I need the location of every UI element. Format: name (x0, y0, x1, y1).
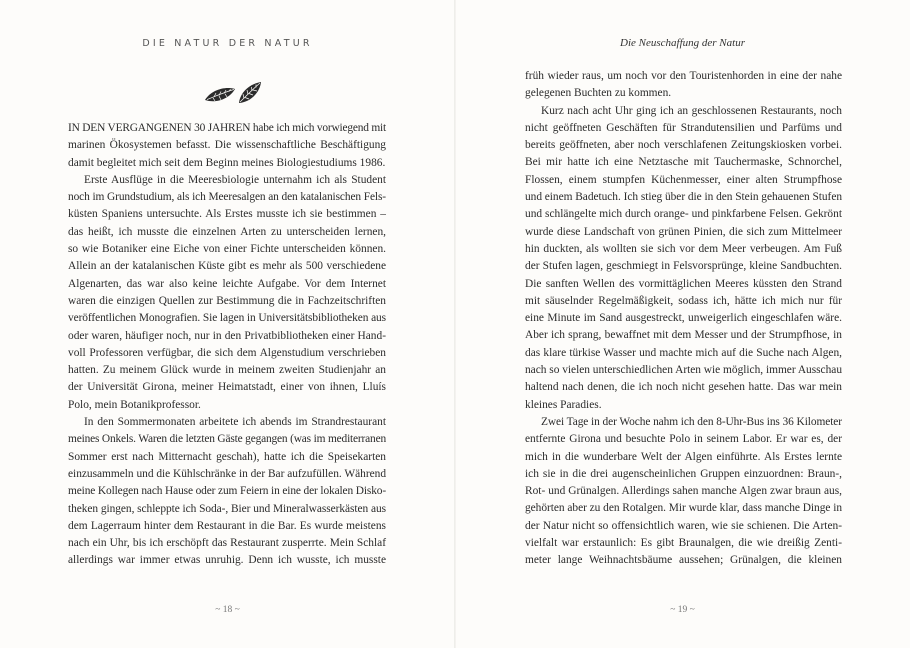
text-line: Bei mir hatte ich eine Netztasche mit Tauchermaske, Schnorchel, (525, 156, 842, 169)
text-line: meter lange Weihnachtsbäume aussehen; Grünalgen, die kleinen (525, 554, 842, 567)
page-number-left: ~ 18 ~ (215, 605, 240, 615)
text-line: gelegenen Buchten zu kommen. (525, 87, 672, 100)
text-line: einzusammeln und die Kühlschränke in der Bar aufzufüllen. Während (68, 467, 386, 480)
text-line: dem Lagerraum hinter dem Restaurant in die Bar. Es wurde meistens (68, 519, 386, 532)
text-line: nicht geöffneten Geschäften für Strandutensilien und Parfüms und (525, 121, 842, 134)
text-line: früh wieder raus, um noch vor den Touristenhorden in eine der nahe (525, 70, 842, 82)
text-line: vielfalt war erstaunlich: Es gibt Braunalgen, die wie dreißig Zenti- (525, 537, 842, 550)
text-line: bereits geöffneten, aber noch verschlafenen Zeitungskiosken vorbei. (525, 139, 842, 152)
text-line: Rot- und Grünalgen. Allerdings sahen manche Algen zwar braun aus, (525, 485, 842, 498)
text-line: Sommer erst nach Mitternacht geschah), hatte ich die Speisekarten (68, 450, 386, 463)
text-line: IN DEN VERGANGENEN 30 JAHREN habe ich mich vorwiegend mit (68, 122, 386, 134)
text-line: damit begleitet mich seit dem Beginn meines Biologiestudiums 1986. (68, 156, 386, 169)
running-head-left: DIE NATUR DER NATUR (142, 38, 313, 49)
text-line: voll Professoren verfügbar, die sich dem Algenstudium verschrieben (68, 346, 386, 359)
page-number-right: ~ 19 ~ (670, 605, 695, 615)
text-line: so wie Botaniker eine Eiche von einer Fichte unterscheiden können. (68, 243, 386, 256)
text-line: eine Minute im Sand ausgestreckt, unweigerlich eingeschlafen wäre. (525, 312, 842, 325)
text-line: Flossen, einem stumpfen Küchenmesser, einer alten Strumpfhose (525, 173, 842, 186)
text-line: marinen Ökosystemen befasst. Die wissenschaftliche Beschäftigung (68, 139, 386, 152)
text-line: und schlängelte mich durch orange- und pinkfarbene Felsen. Gekrönt (525, 208, 842, 221)
text-line: der Stufen lagen, geschmiegt in Felsvorsprünge, kleine Sandbuchten. (525, 260, 842, 273)
text-line: mich in die wunderbare Welt der Algen einführte. Als Erstes lernte (525, 450, 842, 463)
text-line: mit säuselnder Regelmäßigkeit, sodass ich, hätte ich mich nur für (525, 294, 842, 307)
text-line: nach ein Uhr, bis ich erschöpft das Restaurant zusperrte. Mein Schlaf (68, 537, 386, 550)
text-line: küsten Spaniens untersuchte. Als Erstes musste ich sie bestimmen – (68, 208, 386, 221)
text-line: der Natur nicht so offensichtlich waren, wie sie schienen. Die Arten- (525, 519, 842, 532)
text-line: Kurz nach acht Uhr ging ich an geschlossenen Restaurants, noch (541, 104, 842, 117)
text-line: Polo, mein Botanikprofessor. (68, 398, 201, 411)
text-line: oder waren, häufiger noch, nur in den Privatbibliotheken einer Hand- (68, 329, 386, 342)
text-line: meine Kollegen nach Hause oder zum Feiern in eine der lokalen Disko- (68, 485, 386, 498)
text-line: waren die einzigen Quellen zur Bestimmung die in Fachzeitschriften (68, 294, 386, 307)
text-line: allerdings war immer etwas unruhig. Denn ich wusste, ich musste (68, 554, 386, 567)
text-line: veröffentlichen Monografien. Sie lagen in Universitätsbibliotheken aus (68, 312, 386, 325)
text-line: meines Onkels. Waren die letzten Gäste gegangen (was im mediterranen (68, 433, 386, 446)
text-line: der Universität Girona, meiner Heimatstadt, einer von ihnen, Lluís (68, 381, 386, 394)
text-line: kleines Paradies. (525, 398, 602, 411)
text-line: hin duckten, als wollten sie sich vor dem Meer verbeugen. Am Fuß (525, 242, 842, 255)
text-line: das heißt, ich musste die einzelnen Arten zu unterscheiden lernen, (68, 225, 386, 238)
text-line: wurde diese Landschaft von grünen Pinien, die sich zum Mittelmeer (525, 225, 842, 238)
text-line: In den Sommermonaten arbeitete ich abends im Strandrestaurant (84, 416, 386, 429)
text-line: Algenarten, das war also keine leichte Aufgabe. Vor dem Internet (68, 277, 386, 290)
text-line: und einem Badetuch. Ich stieg über die in den Stein gehauenen Stufen (525, 191, 842, 204)
right-body-text (525, 68, 842, 570)
text-line: hatten. Zu meinem Glück wurde in meinem zweiten Studienjahr an (68, 364, 386, 377)
running-head-right: Die Neuschaffung der Natur (620, 37, 745, 49)
left-body-text (68, 120, 386, 570)
text-line: nach so vielen unterschiedlichen Arten wie möglich, immer Ausschau (525, 364, 842, 377)
text-line: ich sie in die drei augenscheinlichen Gruppen einzuordnen: Braun-, (525, 467, 842, 480)
text-line: haltend nach denen, die ich noch nicht gesehen hatte. Das war mein (525, 381, 842, 394)
text-line: Erste Ausflüge in die Meeresbiologie unternahm ich als Student (84, 173, 386, 186)
text-line: gehörten aber zu den Rotalgen. Mir wurde klar, dass manche Dinge in (525, 502, 842, 515)
text-line: Allein an der katalanischen Küste gibt es mehr als 500 verschiedene (68, 260, 386, 273)
right-page (455, 0, 910, 648)
text-line: das klare türkise Wasser und machte mich auf die Suche nach Algen, (525, 346, 842, 359)
text-line: Die sanften Wellen des vormittäglichen Meeres küssten den Strand (525, 277, 842, 290)
text-line: Zwei Tage in der Woche nahm ich den 8-Uhr-Bus ins 36 Kilometer (541, 415, 842, 428)
text-line: noch im Grundstudium, als ich Meeresalgen an den katalanischen Fels- (68, 191, 386, 204)
text-line: theken gingen, schleppte ich Soda-, Bier und Mineralwasserkästen aus (68, 502, 386, 515)
text-line: entfernte Girona und besuchte Polo in seinem Labor. Er war es, der (525, 433, 842, 446)
text-line: Aber ich sprang, bewaffnet mit dem Messer und der Strumpfhose, in (525, 329, 842, 342)
leaf-ornament-icon (203, 80, 263, 106)
